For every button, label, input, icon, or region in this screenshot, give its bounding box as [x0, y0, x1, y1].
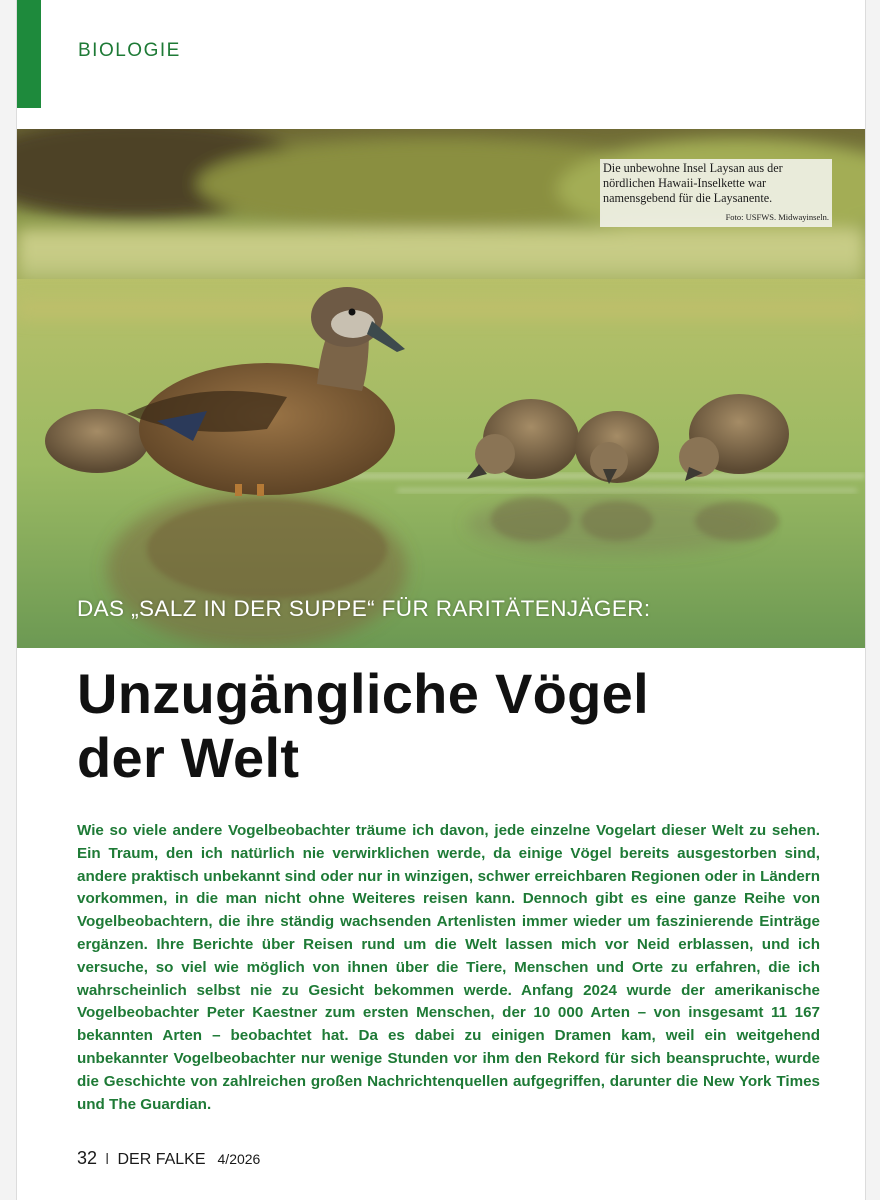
- magazine-name: DER FALKE: [117, 1151, 206, 1168]
- hero-photo: [17, 129, 865, 648]
- magazine-page: [16, 0, 866, 1200]
- headline-line-1: Unzugängliche Vögel: [77, 662, 649, 725]
- page-number: 32: [77, 1148, 98, 1168]
- headline-line-2: der Welt: [77, 726, 300, 789]
- article-lead-paragraph: Wie so viele andere Vogelbeobachter träume ich davon, jede einzelne Vogelart dieser Welt zu sehen. Ein Traum, den ich natürlich nie verwirklichen werde, da einige Vögel bereits ausgestorben sind, andere praktisch unbekannt sind oder nur in winzigen, schwer erreichbaren Regionen oder in Ländern vorkommen, in die man nicht ohne Weiteres reisen kann. Dennoch gibt es eine ganze Reihe von Vogelbeobachtern, die ihre ständig wachsenden Artenlisten immer wieder um faszinierende Einträge ergänzen. Ihre Berichte über Reisen rund um die Welt lassen mich vor Neid erblassen, und ich versuche, so viel wie möglich von ihnen über die Tiere, Menschen und Orte zu erfahren, die ich wahrscheinlich selbst nie zu Gesicht bekommen werde. Anfang 2024 wurde der amerikanische Vogelbeobachter Peter Kaestner zum ersten Menschen, der 10 000 Arten – von insgesamt 11 167 bekannten Arten – beobachtet hat. Da es dabei zu einigen Dramen kam, weil ein weitgehend unbekannter Vogelbeobachter nur wenige Stunden vor ihm den Rekord für sich beanspruchte, wurde die Geschichte von zahlreichen großen Nachrichtenquellen aufgegriffen, darunter die New York Times und The Guardian.: [77, 822, 820, 1113]
- photo-caption-text: Die unbewohne Insel Laysan aus der nördlichen Hawaii-Inselkette war namensgebend für die Laysanente.: [603, 161, 783, 205]
- page-footer: [77, 1148, 260, 1169]
- section-color-bar: [17, 0, 41, 108]
- footer-separator: I: [105, 1151, 110, 1168]
- photo-caption: [600, 159, 832, 227]
- article-kicker: DAS „SALZ IN DER SUPPE“ FÜR RARITÄTENJÄGER:: [77, 596, 651, 621]
- issue-number: 4/2026: [217, 1151, 261, 1167]
- section-label: BIOLOGIE: [78, 40, 181, 61]
- photo-credit: Foto: USFWS. Midwayinseln.: [725, 212, 829, 222]
- article-headline: [77, 662, 837, 790]
